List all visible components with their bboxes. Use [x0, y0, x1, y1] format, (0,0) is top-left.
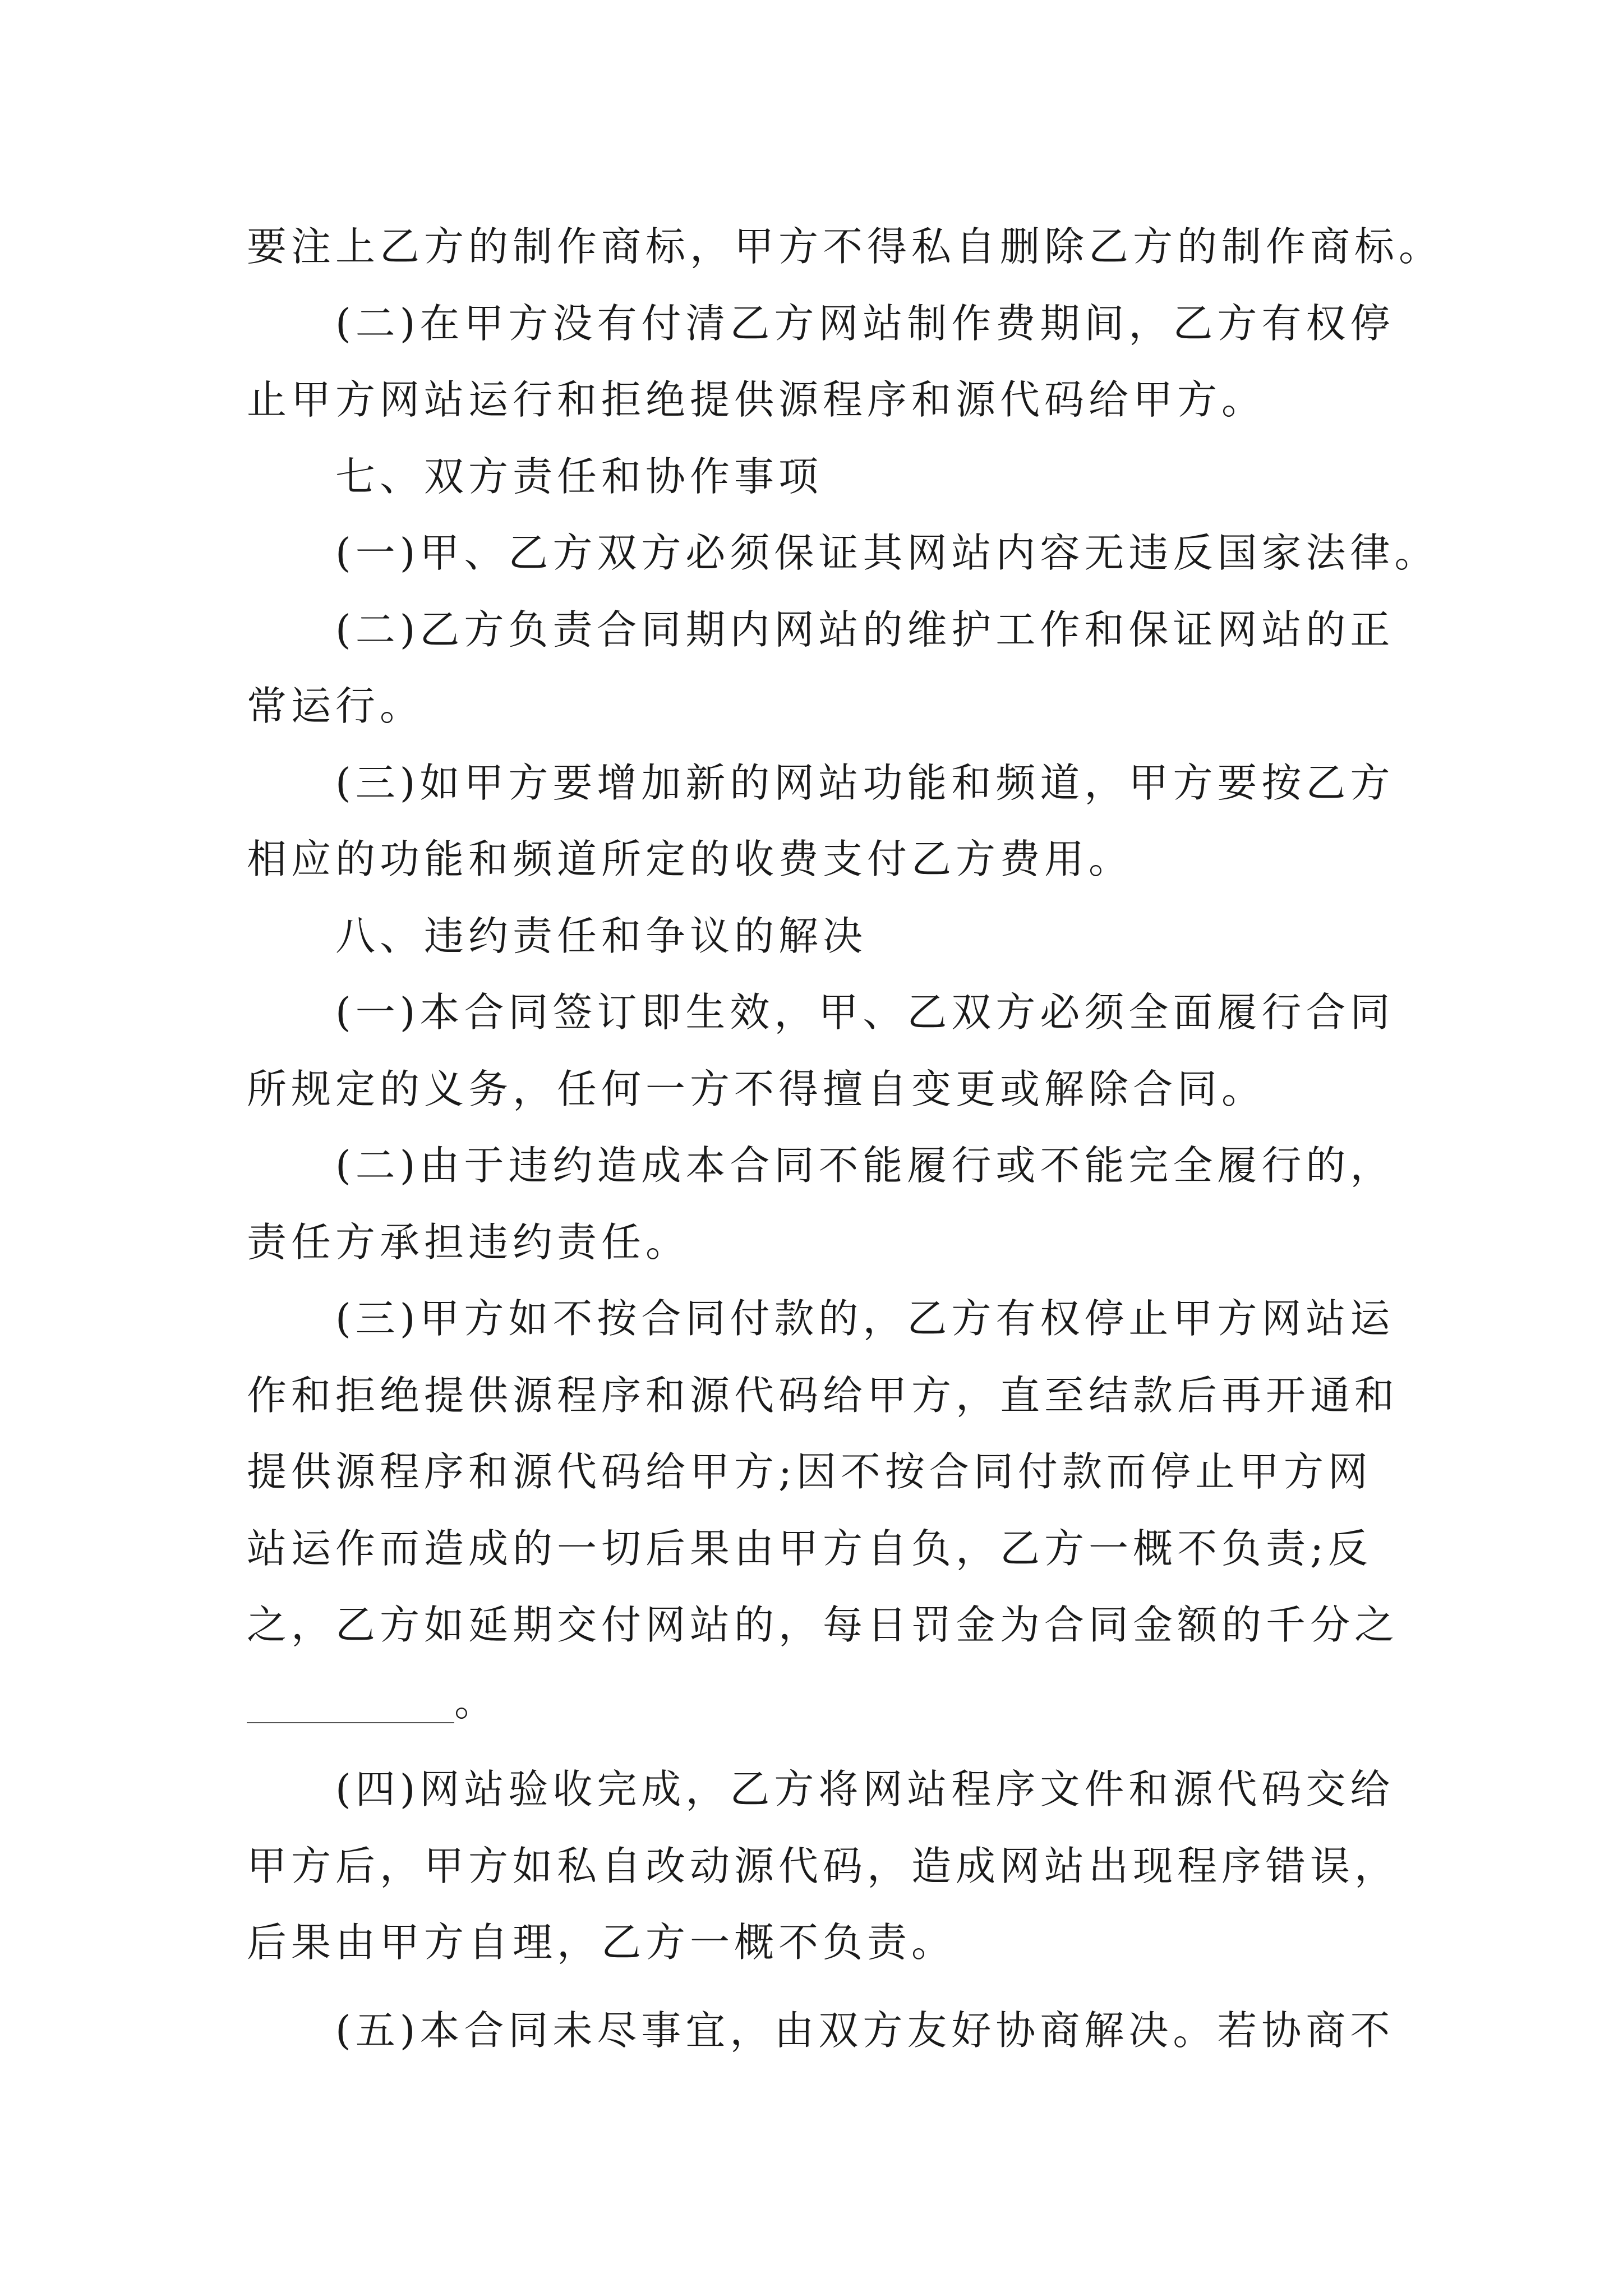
section-8-heading: 八、违约责任和争议的解决 — [335, 912, 868, 959]
blank-fill-line — [247, 1664, 1436, 1741]
text-line: 之，乙方如延期交付网站的，每日罚金为合同金额的千分之 — [247, 1602, 1399, 1648]
clause-6-2: (二)在甲方没有付清乙方网站制作费期间，乙方有权停 — [335, 300, 1395, 347]
clause-8-2: (二)由于违约造成本合同不能履行或不能完全履行的， — [335, 1142, 1395, 1189]
text-line: 提供源程序和源代码给甲方;因不按合同付款而停止甲方网 — [247, 1448, 1372, 1495]
text-line: 要注上乙方的制作商标，甲方不得私自删除乙方的制作商标。 — [247, 223, 1444, 270]
clause-7-1: (一)甲、乙方双方必须保证其网站内容无违反国家法律。 — [335, 530, 1439, 576]
text-line: 站运作而造成的一切后果由甲方自负，乙方一概不负责;反 — [247, 1525, 1372, 1572]
text-line: 止甲方网站运行和拒绝提供源程序和源代码给甲方。 — [247, 376, 1266, 423]
section-7-heading: 七、双方责任和协作事项 — [335, 453, 823, 500]
text-line: 相应的功能和频道所定的收费支付乙方费用。 — [247, 836, 1133, 882]
clause-7-2: (二)乙方负责合同期内网站的维护工作和保证网站的正 — [335, 606, 1395, 653]
text-line: 责任方承担违约责任。 — [247, 1218, 690, 1266]
clause-8-1: (一)本合同签订即生效，甲、乙双方必须全面履行合同 — [335, 989, 1395, 1036]
clause-7-3: (三)如甲方要增加新的网站功能和频道，甲方要按乙方 — [335, 759, 1395, 806]
text-line: 常运行。 — [247, 683, 425, 729]
period-mark: 。 — [454, 1678, 499, 1725]
document-body — [247, 209, 1444, 2069]
clause-8-3: (三)甲方如不按合同付款的，乙方有权停止甲方网站运 — [335, 1295, 1395, 1342]
text-line: 后果由甲方自理，乙方一概不负责。 — [247, 1919, 956, 1966]
clause-8-4: (四)网站验收完成，乙方将网站程序文件和源代码交给 — [335, 1766, 1395, 1812]
text-line: 所规定的义务，任何一方不得擅自变更或解除合同。 — [247, 1065, 1266, 1112]
text-line: 作和拒绝提供源程序和源代码给甲方，直至结款后再开通和 — [247, 1372, 1399, 1419]
fill-in-blank — [247, 1722, 454, 1723]
text-line: 甲方后，甲方如私自改动源代码，造成网站出现程序错误， — [247, 1842, 1399, 1889]
clause-8-5: (五)本合同未尽事宜，由双方友好协商解决。若协商不 — [335, 2007, 1395, 2054]
